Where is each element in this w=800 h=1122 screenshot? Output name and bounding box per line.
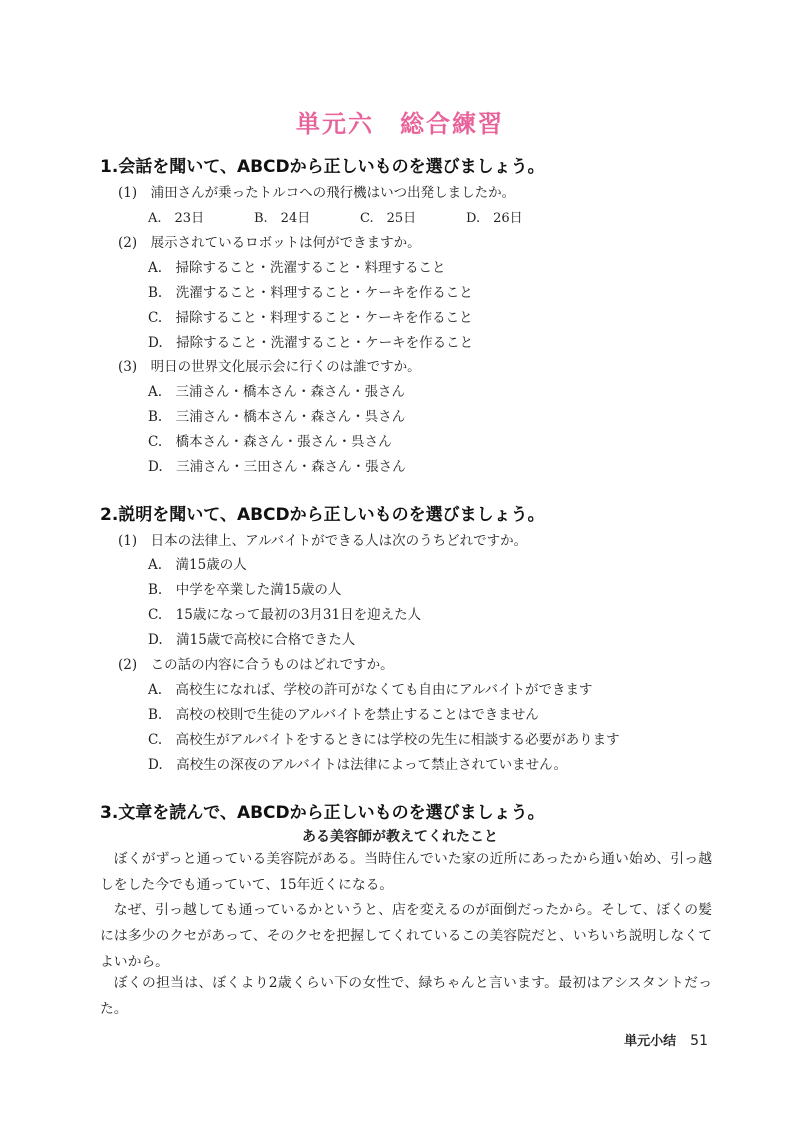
option-b: B. 高校の校則で生徒のアルバイトを禁止することはできません [148,707,539,723]
s2-question-1: (1) 日本の法律上、アルバイトができる人は次のうちどれですか。 [118,533,528,549]
option-b: B. 三浦さん・橋本さん・森さん・呉さん [148,409,406,425]
reading-subtitle: ある美容師が教えてくれたこと [302,829,498,845]
option-c: C. 掃除すること・料理すること・ケーキを作ること [148,310,473,326]
reading-paragraph: なぜ、引っ越しても通っているかというと、店を変えるのが面倒だったから。そして、ぼくの髪には多少のクセがあって、そのクセを把握してくれているこの美容院だと、いちいち説明しなくてよいから。 [100,902,712,970]
reading-paragraph: ぼくの担当は、ぼくより2歳くらい下の女性で、緑ちゃんと言います。最初はアシスタントだった。 [100,975,712,1017]
option-a: A. 23日 [148,211,205,226]
footer-label: 単元小结 [624,1034,677,1049]
option-d: D. 三浦さん・三田さん・森さん・張さん [148,459,406,475]
option-d: D. 高校生の深夜のアルバイトは法律によって禁止されていません。 [148,757,567,773]
option-d: D. 掃除すること・洗濯すること・ケーキを作ること [148,335,474,351]
section-3-heading: 3.文章を読んで、ABCDから正しいものを選びましょう。 [100,803,545,823]
option-d: D. 26日 [466,211,523,226]
s1-question-3: (3) 明日の世界文化展示会に行くのは誰ですか。 [118,359,421,375]
section-2-heading: 2.説明を聞いて、ABCDから正しいものを選びましょう。 [100,505,545,525]
option-a: A. 掃除すること・洗濯すること・料理すること [148,260,446,276]
option-a: A. 三浦さん・橋本さん・森さん・張さん [148,384,406,400]
option-b: B. 洗濯すること・料理すること・ケーキを作ること [148,285,473,301]
s1-question-1: (1) 浦田さんが乗ったトルコへの飛行機はいつ出発しましたか。 [118,185,516,201]
s2-question-2: (2) この話の内容に合うものはどれですか。 [118,657,394,673]
reading-paragraph: ぼくがずっと通っている美容院がある。当時住んでいた家の近所にあったから通い始め、引っ越しをした今でも通っていて、15年近くになる。 [100,851,712,893]
s1-question-2: (2) 展示されているロボットは何ができますか。 [118,235,421,251]
page-footer [624,1030,708,1049]
option-c: C. 橋本さん・森さん・張さん・呉さん [148,434,392,450]
option-c: C. 高校生がアルバイトをするときには学校の先生に相談する必要があります [148,732,620,748]
page-title: 単元六 総合練習 [296,110,504,138]
page-number: 51 [690,1033,708,1049]
option-a: A. 高校生になれば、学校の許可がなくても自由にアルバイトができます [148,682,593,698]
section-1-heading: 1.会話を聞いて、ABCDから正しいものを選びましょう。 [100,157,545,177]
option-c: C. 15歳になって最初の3月31日を迎えた人 [148,607,422,623]
s1-q1-options [148,207,568,226]
option-a: A. 満15歳の人 [148,557,247,573]
option-b: B. 24日 [254,211,311,226]
option-c: C. 25日 [360,211,417,226]
option-b: B. 中学を卒業した満15歳の人 [148,582,342,598]
option-d: D. 満15歳で高校に合格できた人 [148,632,356,648]
